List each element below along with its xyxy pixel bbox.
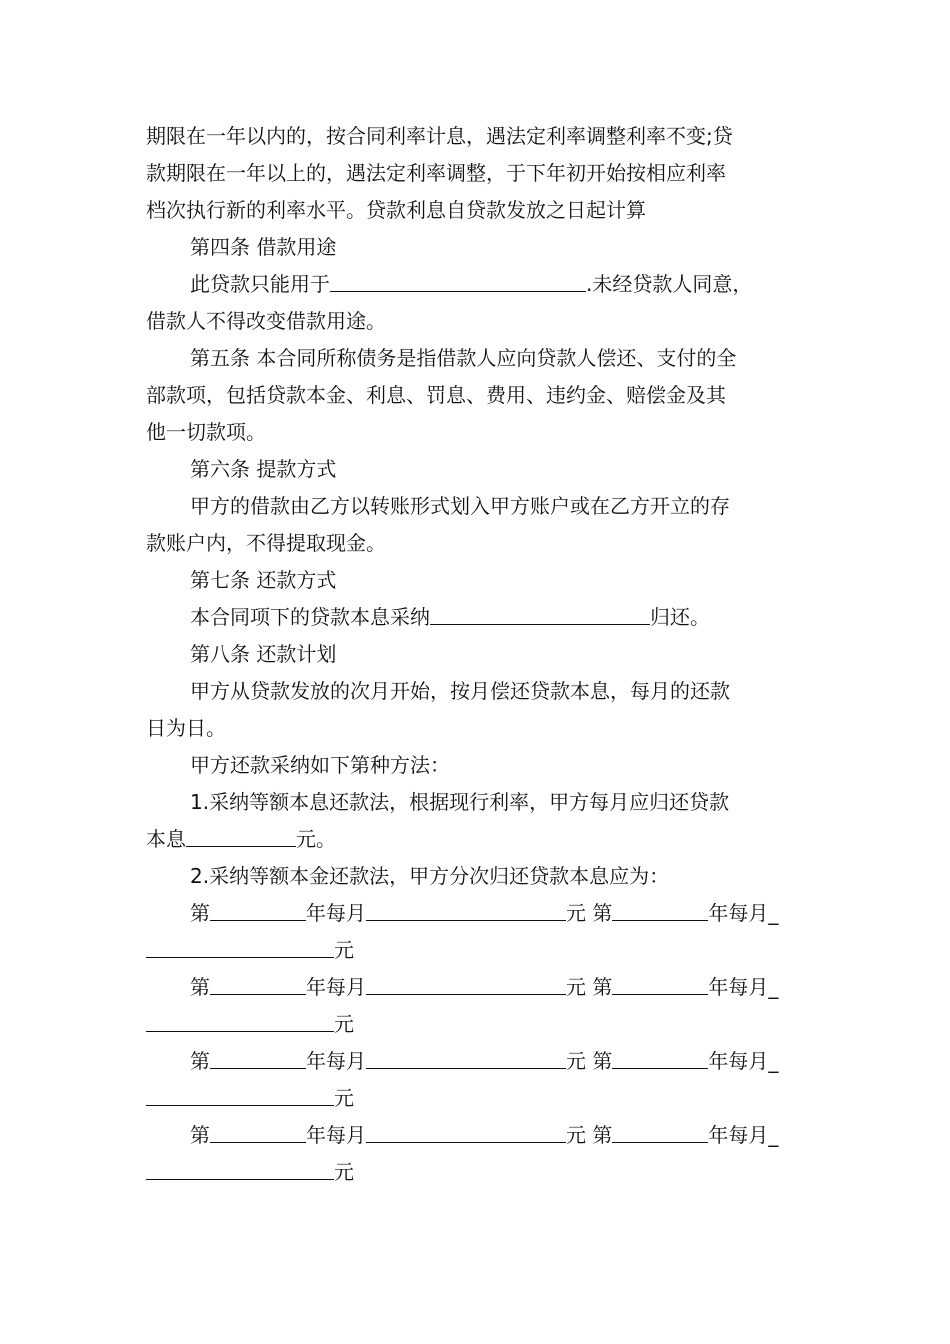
text-line-content: 期限在一年以内的，按合同利率计息，遇法定利率调整利率不变;贷 bbox=[146, 124, 733, 148]
text-fragment: 年每月 bbox=[306, 901, 366, 925]
text-fragment: 年每月 bbox=[306, 975, 366, 999]
schedule-row bbox=[146, 1043, 806, 1080]
text-fragment: 归还。 bbox=[650, 605, 710, 629]
article-heading bbox=[146, 562, 806, 599]
schedule-row-cont bbox=[146, 1080, 806, 1117]
text-line-content: 甲方还款采纳如下第种方法： bbox=[190, 753, 450, 777]
schedule-row bbox=[146, 895, 806, 932]
text-fragment: 年每月 bbox=[306, 1123, 366, 1147]
fill-blank-year[interactable] bbox=[612, 1120, 708, 1143]
text-line-content: 部款项，包括贷款本金、利息、罚息、费用、违约金、赔偿金及其 bbox=[146, 383, 726, 407]
article-5-text: 第五条 本合同所称债务是指借款人应向贷款人偿还、支付的全 bbox=[190, 346, 737, 370]
text-fragment: _ bbox=[768, 901, 779, 925]
article-heading bbox=[146, 229, 806, 266]
article-heading bbox=[146, 451, 806, 488]
text-fragment: 元 bbox=[334, 1086, 354, 1110]
text-line-content: 甲方的借款由乙方以转账形式划入甲方账户或在乙方开立的存 bbox=[190, 494, 730, 518]
text-line bbox=[146, 858, 806, 895]
text-line bbox=[146, 414, 806, 451]
text-line bbox=[146, 155, 806, 192]
schedule-row-cont bbox=[146, 1154, 806, 1191]
text-fragment: 第 bbox=[190, 901, 210, 925]
fill-blank-amount[interactable] bbox=[146, 1009, 334, 1032]
fill-blank-amount[interactable] bbox=[366, 1120, 566, 1143]
article-4-heading: 第四条 借款用途 bbox=[190, 235, 337, 259]
text-line bbox=[146, 525, 806, 562]
fill-blank-amount[interactable] bbox=[366, 972, 566, 995]
text-line-content: 日为日。 bbox=[146, 716, 226, 740]
text-line-content: 款期限在一年以上的，遇法定利率调整，于下年初开始按相应利率 bbox=[146, 161, 726, 185]
text-line bbox=[146, 118, 806, 155]
text-fragment: 元 第 bbox=[566, 975, 613, 999]
text-fragment: 元。 bbox=[296, 827, 336, 851]
text-fragment: 年每月 bbox=[708, 901, 769, 925]
text-line bbox=[146, 266, 806, 303]
schedule-row bbox=[146, 1117, 806, 1154]
text-fragment: 本息 bbox=[146, 827, 186, 851]
fill-blank-amount[interactable] bbox=[366, 898, 566, 921]
text-fragment: 此贷款只能用于 bbox=[190, 272, 330, 296]
fill-blank-year[interactable] bbox=[612, 898, 708, 921]
text-fragment: 第 bbox=[190, 1049, 210, 1073]
text-fragment: 年每月 bbox=[708, 1049, 769, 1073]
text-line bbox=[146, 303, 806, 340]
text-fragment: 元 bbox=[334, 1012, 354, 1036]
text-fragment: 本合同项下的贷款本息采纳 bbox=[190, 605, 430, 629]
text-line bbox=[146, 488, 806, 525]
text-fragment: 元 bbox=[334, 1160, 354, 1184]
text-line-content: 借款人不得改变借款用途。 bbox=[146, 309, 386, 333]
text-fragment: 元 第 bbox=[566, 1123, 613, 1147]
text-line bbox=[146, 377, 806, 414]
article-7-heading: 第七条 还款方式 bbox=[190, 568, 337, 592]
fill-blank-year[interactable] bbox=[612, 1046, 708, 1069]
text-fragment: 第 bbox=[190, 975, 210, 999]
text-line bbox=[146, 747, 806, 784]
fill-blank-year[interactable] bbox=[210, 972, 306, 995]
fill-blank-amount[interactable] bbox=[146, 1083, 334, 1106]
fill-blank-purpose[interactable] bbox=[330, 269, 586, 292]
text-fragment: _ bbox=[768, 975, 779, 999]
text-line bbox=[146, 599, 806, 636]
text-fragment: .未经贷款人同意， bbox=[586, 272, 753, 296]
method-2-text: 2.采纳等额本金还款法，甲方分次归还贷款本息应为： bbox=[190, 864, 670, 888]
fill-blank-amount[interactable] bbox=[366, 1046, 566, 1069]
text-line-content: 档次执行新的利率水平。贷款利息自贷款发放之日起计算 bbox=[146, 198, 646, 222]
article-8-heading: 第八条 还款计划 bbox=[190, 642, 337, 666]
text-fragment: 元 bbox=[334, 938, 354, 962]
text-fragment: 年每月 bbox=[708, 1123, 769, 1147]
text-line-content: 款账户内，不得提取现金。 bbox=[146, 531, 386, 555]
schedule-row-cont bbox=[146, 1006, 806, 1043]
fill-blank-year[interactable] bbox=[210, 898, 306, 921]
document-page bbox=[146, 118, 806, 1191]
fill-blank-amount[interactable] bbox=[146, 1157, 334, 1180]
text-fragment: 年每月 bbox=[708, 975, 769, 999]
text-line bbox=[146, 673, 806, 710]
text-line bbox=[146, 710, 806, 747]
article-6-heading: 第六条 提款方式 bbox=[190, 457, 337, 481]
fill-blank-monthly-amount[interactable] bbox=[186, 824, 296, 847]
text-line-content: 他一切款项。 bbox=[146, 420, 266, 444]
text-fragment: 年每月 bbox=[306, 1049, 366, 1073]
schedule-row-cont bbox=[146, 932, 806, 969]
text-line-content: 甲方从贷款发放的次月开始，按月偿还贷款本息，每月的还款 bbox=[190, 679, 730, 703]
article-heading bbox=[146, 636, 806, 673]
text-line bbox=[146, 192, 806, 229]
text-fragment: _ bbox=[768, 1049, 779, 1073]
fill-blank-year[interactable] bbox=[210, 1046, 306, 1069]
fill-blank-amount[interactable] bbox=[146, 935, 334, 958]
fill-blank-year[interactable] bbox=[612, 972, 708, 995]
text-fragment: 元 第 bbox=[566, 901, 613, 925]
text-line bbox=[146, 821, 806, 858]
text-fragment: 第 bbox=[190, 1123, 210, 1147]
fill-blank-repayment-method[interactable] bbox=[430, 602, 650, 625]
text-line bbox=[146, 340, 806, 377]
method-1-text: 1.采纳等额本息还款法，根据现行利率，甲方每月应归还贷款 bbox=[190, 790, 730, 814]
text-line bbox=[146, 784, 806, 821]
text-fragment: _ bbox=[768, 1123, 779, 1147]
text-fragment: 元 第 bbox=[566, 1049, 613, 1073]
schedule-row bbox=[146, 969, 806, 1006]
fill-blank-year[interactable] bbox=[210, 1120, 306, 1143]
